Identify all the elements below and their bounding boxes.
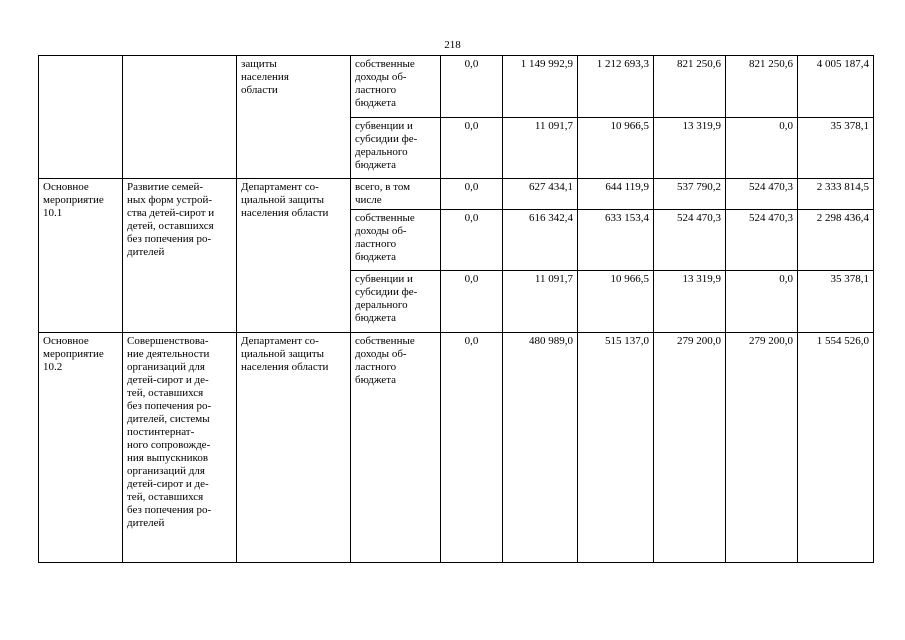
source-cell: всего, в том числе	[351, 179, 441, 210]
executor-cell: Департамент со- циальной защиты населения области	[237, 179, 351, 333]
value-cell: 13 319,9	[654, 271, 726, 333]
value-cell: 4 005 187,4	[798, 56, 874, 118]
value-cell: 1 212 693,3	[578, 56, 654, 118]
source-cell: субвенции и субсидии фе- дерального бюджета	[351, 271, 441, 333]
value-cell: 11 091,7	[503, 271, 578, 333]
value-cell: 0,0	[441, 210, 503, 271]
value-cell: 279 200,0	[726, 333, 798, 563]
value-cell: 35 378,1	[798, 271, 874, 333]
value-cell: 480 989,0	[503, 333, 578, 563]
measure-cell: Основное мероприятие 10.1	[39, 179, 123, 333]
value-cell: 35 378,1	[798, 118, 874, 179]
source-cell: субвенции и субсидии фе- дерального бюджета	[351, 118, 441, 179]
table-row	[39, 333, 874, 563]
value-cell: 2 333 814,5	[798, 179, 874, 210]
value-cell: 821 250,6	[726, 56, 798, 118]
description-cell: Совершенствова- ние деятельности организаций для детей-сирот и де- тей, оставшихся без попечения ро- дителей, системы постинтернат- ного сопровожде- ния выпускников организаций для детей-сирот и де- тей, оставшихся без попечения ро- дителей	[123, 333, 237, 563]
value-cell: 0,0	[726, 118, 798, 179]
value-cell: 524 470,3	[726, 179, 798, 210]
measure-cell: Основное мероприятие 10.2	[39, 333, 123, 563]
value-cell: 0,0	[441, 333, 503, 563]
value-cell: 1 554 526,0	[798, 333, 874, 563]
description-cell: Развитие семей- ных форм устрой- ства детей-сирот и детей, оставшихся без попечения ро- дителей	[123, 179, 237, 333]
value-cell: 0,0	[441, 56, 503, 118]
executor-cell: Департамент со- циальной защиты населения области	[237, 333, 351, 563]
value-cell: 1 149 992,9	[503, 56, 578, 118]
value-cell: 10 966,5	[578, 118, 654, 179]
source-cell: собственные доходы об- ластного бюджета	[351, 333, 441, 563]
value-cell: 0,0	[441, 179, 503, 210]
value-cell: 537 790,2	[654, 179, 726, 210]
value-cell: 633 153,4	[578, 210, 654, 271]
value-cell: 515 137,0	[578, 333, 654, 563]
budget-table	[38, 55, 874, 563]
value-cell: 627 434,1	[503, 179, 578, 210]
source-cell: собственные доходы об- ластного бюджета	[351, 56, 441, 118]
value-cell: 2 298 436,4	[798, 210, 874, 271]
executor-cell: защиты населения области	[237, 56, 351, 179]
value-cell: 10 966,5	[578, 271, 654, 333]
value-cell: 0,0	[441, 271, 503, 333]
value-cell: 616 342,4	[503, 210, 578, 271]
value-cell: 524 470,3	[654, 210, 726, 271]
description-cell	[123, 56, 237, 179]
measure-cell	[39, 56, 123, 179]
value-cell: 644 119,9	[578, 179, 654, 210]
value-cell: 524 470,3	[726, 210, 798, 271]
value-cell: 0,0	[441, 118, 503, 179]
table-row	[39, 179, 874, 210]
value-cell: 11 091,7	[503, 118, 578, 179]
table-row	[39, 56, 874, 118]
page-number: 218	[444, 39, 461, 51]
value-cell: 279 200,0	[654, 333, 726, 563]
value-cell: 13 319,9	[654, 118, 726, 179]
source-cell: собственные доходы об- ластного бюджета	[351, 210, 441, 271]
value-cell: 821 250,6	[654, 56, 726, 118]
value-cell: 0,0	[726, 271, 798, 333]
